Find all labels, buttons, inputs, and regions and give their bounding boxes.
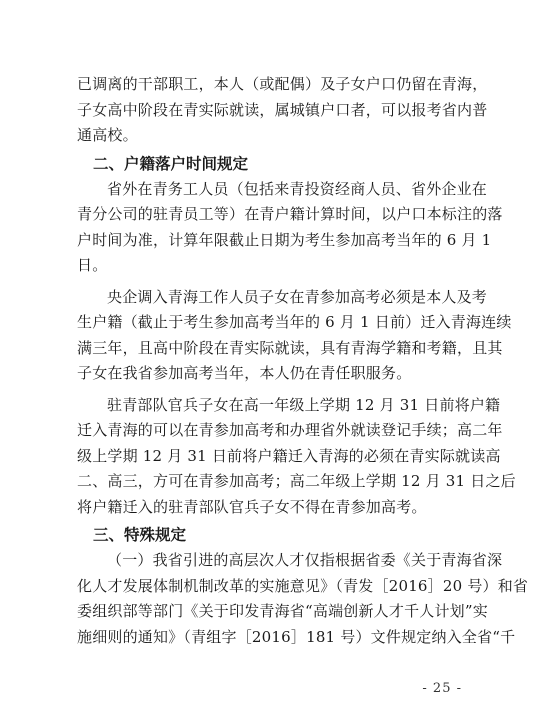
- text-line: 委组织部等部门《关于印发青海省“高端创新人才千人计划”实: [77, 602, 488, 620]
- text-line: 将户籍迁入的驻青部队官兵子女不得在青参加高考。: [77, 497, 427, 516]
- document-body: [77, 72, 529, 650]
- section-heading-special-provisions: 三、特殊规定: [93, 525, 187, 544]
- paragraph-continuation: [77, 72, 488, 149]
- text-line: 央企调入青海工作人员子女在青参加高考必须是本人及考: [107, 287, 488, 306]
- text-line: 日。: [77, 256, 108, 274]
- text-line: 子女在我省参加高考当年，本人仍在青任职服务。: [77, 364, 412, 382]
- paragraph-central-enterprise: [77, 285, 512, 387]
- text-line: 通高校。: [77, 126, 138, 144]
- text-line: 施细则的通知》（青组字［2016］181 号）文件规定纳入全省“千: [77, 627, 516, 646]
- text-line: 子女高中阶段在青实际就读，属城镇户口者，可以报考省内普: [77, 100, 488, 119]
- paragraph-migrant-workers: [77, 177, 503, 279]
- text-line: 省外在青务工人员（包括来青投资经商人员、省外企业在: [107, 179, 488, 198]
- paragraph-high-level-talent: [77, 548, 529, 650]
- text-line: 化人才发展体制机制改革的实施意见》（青发［2016］20 号）和省: [77, 576, 529, 595]
- text-line: 满三年，且高中阶段在青实际就读，具有青海学籍和考籍，且其: [77, 338, 503, 357]
- text-line: 已调离的干部职工，本人（或配偶）及子女户口仍留在青海，: [77, 75, 488, 93]
- section-heading-household-registration: 二、户籍落户时间规定: [93, 153, 249, 173]
- text-line: 二、高三，方可在青参加高考；高二年级上学期 12 月 31 日之后: [77, 472, 516, 490]
- text-line: 青分公司的驻青员工等）在青户籍计算时间，以户口本标注的落: [77, 205, 503, 223]
- text-line: （一）我省引进的高层次人才仅指根据省委《关于青海省深: [107, 551, 503, 569]
- text-line: 迁入青海的可以在青参加高考和办理省外就读登记手续；高二年: [77, 421, 503, 439]
- page-number: - 25 -: [422, 681, 462, 696]
- text-line: 级上学期 12 月 31 日前将户籍迁入青海的必须在青实际就读高: [77, 446, 501, 465]
- paragraph-military-families: [77, 393, 516, 521]
- text-line: 生户籍（截止于考生参加高考当年的 6 月 1 日前）迁入青海连续: [77, 313, 512, 331]
- text-line: 户时间为准，计算年限截止日期为考生参加高考当年的 6 月 1: [77, 230, 492, 249]
- text-line: 驻青部队官兵子女在高一年级上学期 12 月 31 日前将户籍: [107, 395, 501, 414]
